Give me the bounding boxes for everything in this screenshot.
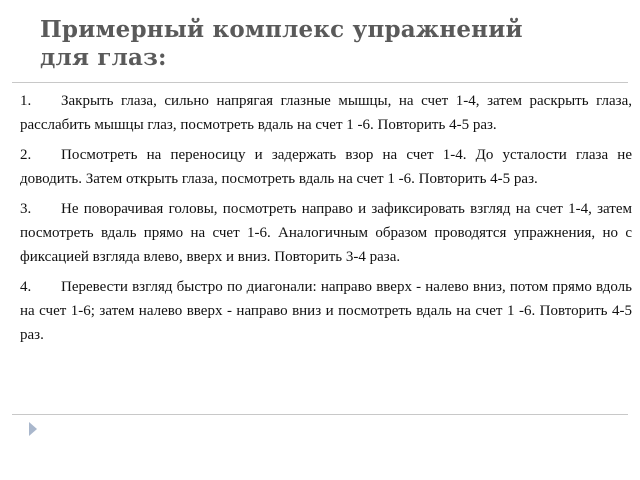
triangle-right-icon[interactable] [29, 422, 37, 436]
item-number: 3. [20, 201, 32, 217]
list-item [20, 197, 632, 269]
list-item [20, 275, 632, 347]
slide-title [40, 16, 620, 72]
top-divider [12, 82, 628, 83]
item-number: 4. [20, 279, 32, 295]
item-text: Перевести взгляд быстро по диагонали: направо вверх - налево вниз, потом прямо вдоль на счет 1-6; затем налево вверх - направо вниз и посмотреть вдаль на счет 1 -6. Повторить 4-5 раз. [20, 279, 632, 343]
slide-title-line-1: Примерный комплекс упражнений [40, 16, 523, 43]
exercise-list [20, 89, 632, 353]
item-text: Посмотреть на переносицу и задержать взор на счет 1-4. До усталости глаза не доводить. Затем открыть глаза, посмотреть вдаль на счет 1 -6. Повторить 4-5 раз. [20, 147, 632, 187]
item-number: 2. [20, 147, 32, 163]
bottom-divider [12, 414, 628, 415]
list-item [20, 89, 632, 137]
item-text: Закрыть глаза, сильно напрягая глазные мышцы, на счет 1-4, затем раскрыть глаза, расслабить мышцы глаз, посмотреть вдаль на счет 1 -6. Повторить 4-5 раз. [20, 93, 632, 133]
slide-title-line-2: для глаз: [40, 44, 167, 71]
item-text: Не поворачивая головы, посмотреть направо и зафиксировать взгляд на счет 1-4, затем посмотреть вдаль прямо на счет 1-6. Аналогичным образом проводятся упражнения, но с фиксацией взгляда влево, вверх и вниз. Повторить 3-4 раза. [20, 201, 632, 265]
item-number: 1. [20, 93, 32, 109]
list-item [20, 143, 632, 191]
